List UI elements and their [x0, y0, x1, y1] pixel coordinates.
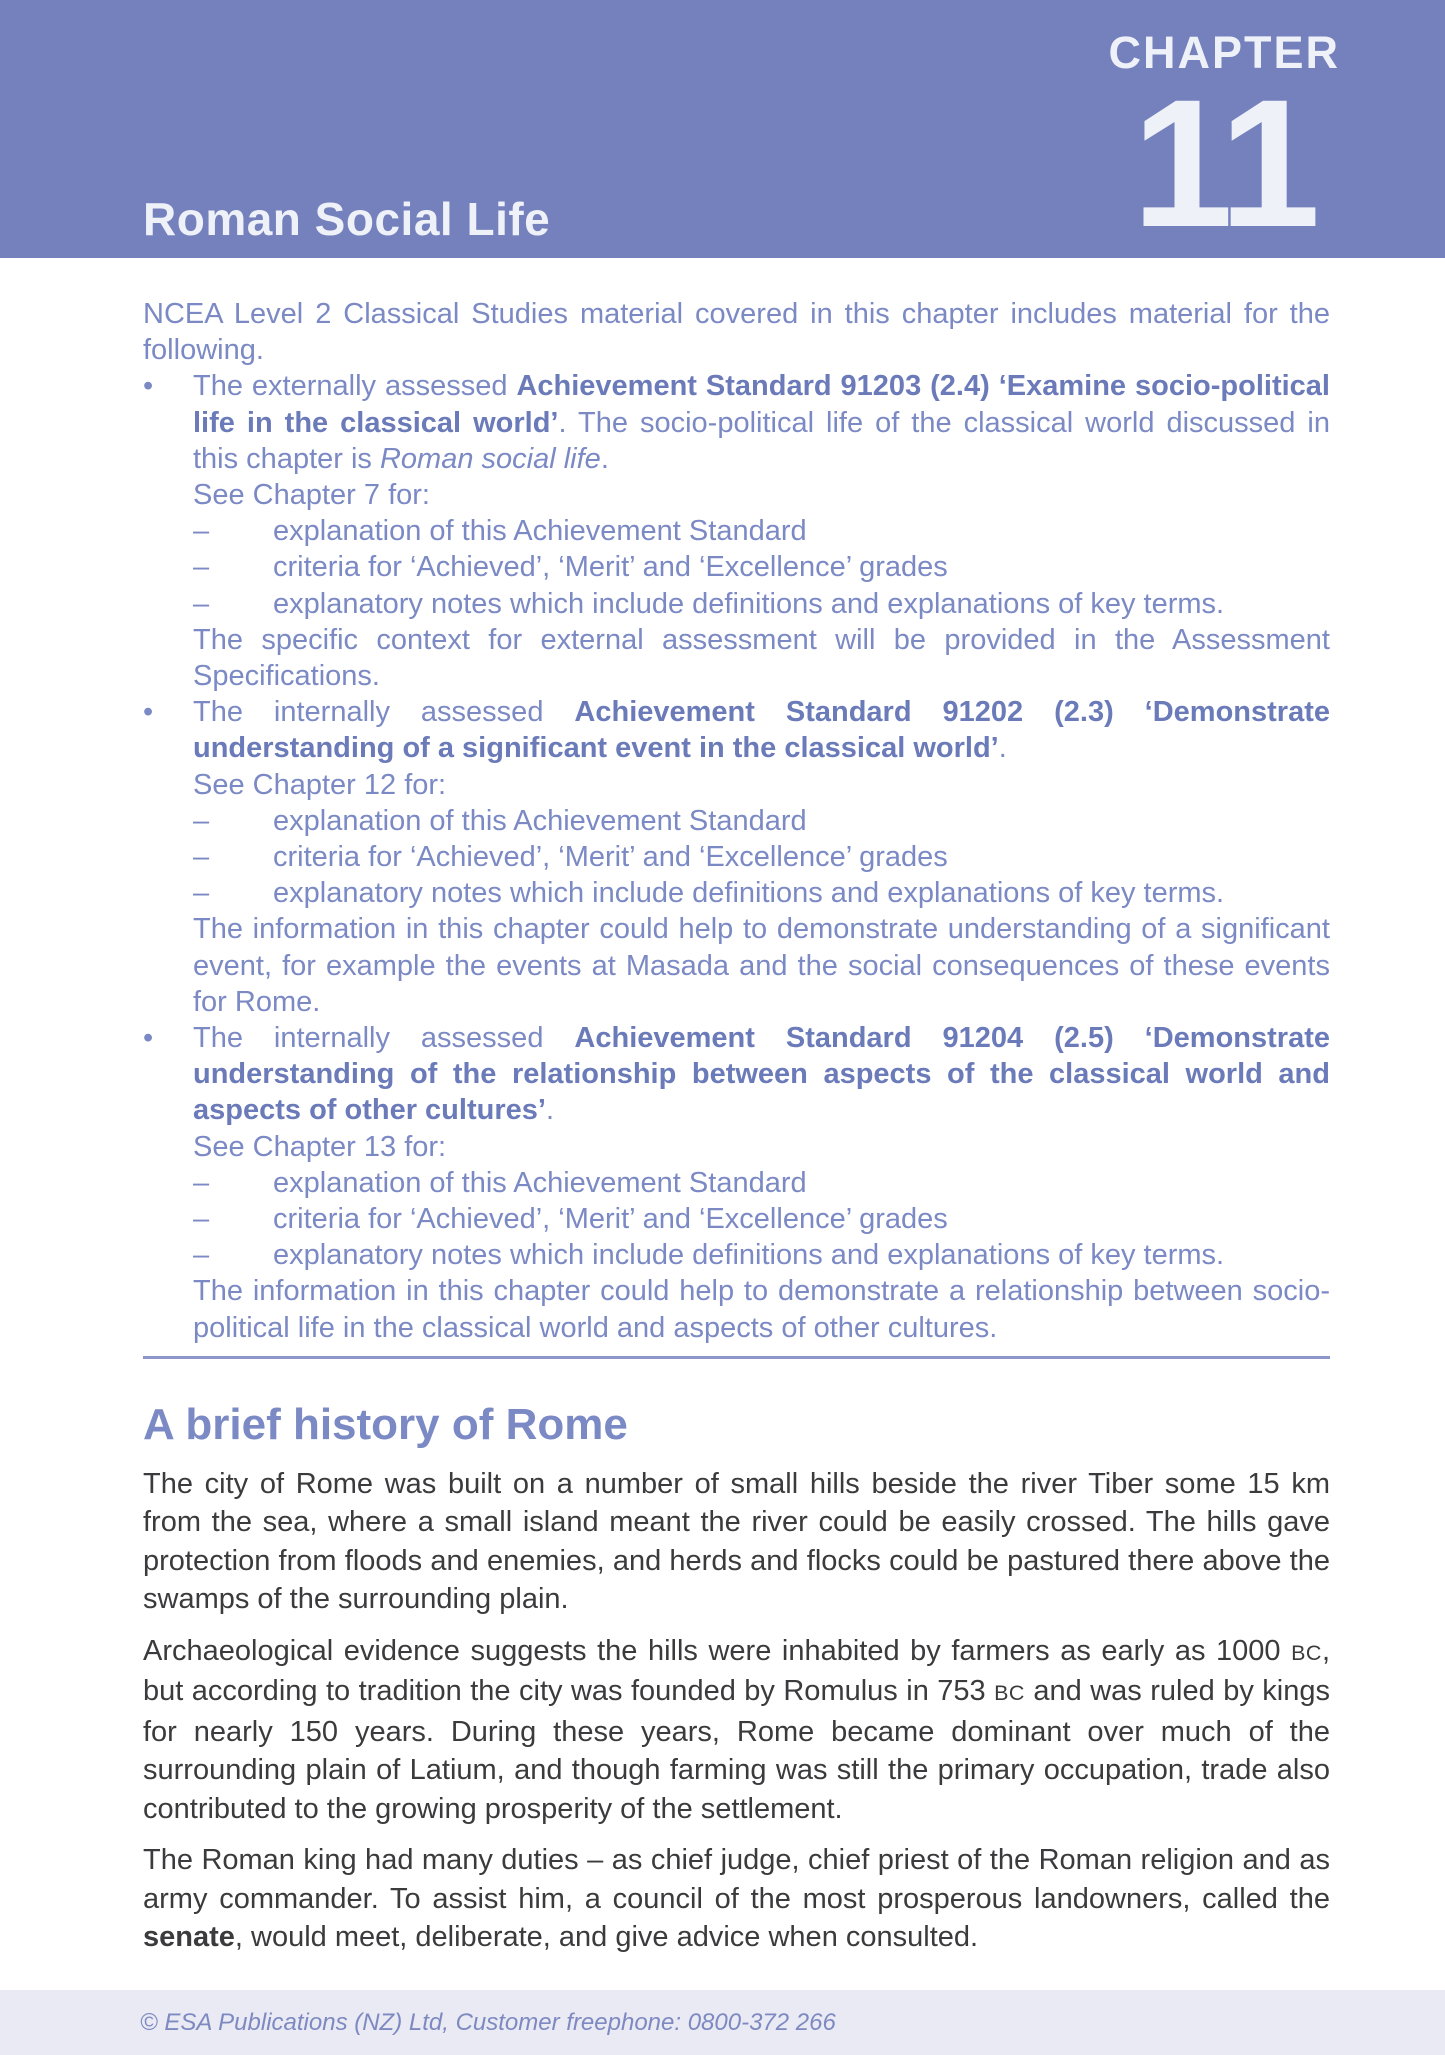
text-run: . The socio-political life of the classical world discussed in this chapter is	[193, 406, 1330, 475]
bullet-body	[193, 694, 1330, 1020]
chapter-number: 11	[1132, 61, 1317, 265]
bullet-text	[193, 694, 1330, 766]
intro-bullet-item	[143, 694, 1330, 1020]
page-title: Roman Social Life	[143, 193, 551, 245]
bullet-body	[193, 1020, 1330, 1346]
intro-lead: NCEA Level 2 Classical Studies material covered in this chapter includes material for the following.	[143, 298, 1330, 367]
dash-sub-item	[193, 1201, 1330, 1237]
dash-marker: –	[193, 804, 210, 837]
body-paragraph	[143, 1632, 1330, 1829]
section-heading: A brief history of Rome	[143, 1399, 628, 1449]
text-run: Archaeological evidence suggests the hills were inhabited by farmers as early as 1000	[143, 1634, 1292, 1667]
text-run: The Roman king had many duties – as chief judge, chief priest of the Roman religion and as army commander. To assist him, a council of the most prosperous landowners, called the	[143, 1844, 1330, 1915]
sub-item-text: explanatory notes which include definitions and explanations of key terms.	[273, 587, 1225, 620]
dash-sub-item	[193, 513, 1330, 549]
dash-sub-item	[193, 586, 1330, 622]
dash-marker: –	[193, 1203, 210, 1236]
intro-bullet-item	[143, 368, 1330, 694]
see-chapter-line: See Chapter 12 for:	[193, 768, 447, 801]
see-chapter-line: See Chapter 13 for:	[193, 1130, 447, 1163]
text-run: , but according to tradition the city was founded by Romulus in 753	[143, 1634, 1330, 1708]
text-run: The city of Rome was built on a number of small hills beside the river Tiber some 15 km from the sea, where a small island meant the river could be easily crossed. The hills gave protection from floods and enemies, and herds and flocks could be pastured there above the swamps of the surrounding plain.	[143, 1467, 1330, 1616]
dash-sub-item	[193, 839, 1330, 875]
dash-marker: –	[193, 551, 210, 584]
text-run: .	[545, 1094, 554, 1127]
dash-sub-item	[193, 803, 1330, 839]
bullet-marker: •	[143, 696, 154, 729]
sub-item-text: explanation of this Achievement Standard	[273, 1166, 807, 1199]
bullet-marker: •	[143, 1022, 154, 1055]
text-run: Achievement Standard 91203 (2.4) ‘Examine socio-political life in the classical world’	[193, 370, 1330, 439]
sub-item-text: explanation of this Achievement Standard	[273, 515, 807, 548]
text-run: senate	[143, 1921, 235, 1954]
bullet-after-text: The specific context for external assessment will be provided in the Assessment Specifications.	[193, 623, 1330, 693]
sub-item-text: explanatory notes which include definitions and explanations of key terms.	[273, 1239, 1225, 1272]
text-run: The internally assessed	[193, 1022, 575, 1055]
footer-copyright: © ESA Publications (NZ) Ltd, Customer freephone: 0800-372 266	[140, 2008, 836, 2036]
bullet-after-text: The information in this chapter could help to demonstrate a relationship between socio-political life in the classical world and aspects of other cultures.	[193, 1275, 1330, 1344]
intro-bullet-list	[143, 368, 1330, 1345]
text-run: , would meet, deliberate, and give advice when consulted.	[234, 1921, 979, 1954]
see-chapter-line: See Chapter 7 for:	[193, 479, 430, 512]
bullet-text	[193, 1020, 1330, 1129]
text-run: Achievement Standard 91204 (2.5) ‘Demonstrate understanding of the relationship between aspects of the classical world and aspects of other cultures’	[193, 1022, 1331, 1127]
bullet-after-text: The information in this chapter could help to demonstrate understanding of a significant event, for example the events at Masada and the social consequences of these events for Rome.	[193, 913, 1330, 1018]
section-paragraphs	[143, 1465, 1330, 1957]
chapter-header-band	[0, 0, 1445, 265]
chapter-block	[1108, 27, 1340, 265]
ncea-intro-block	[143, 296, 1330, 1346]
text-run: .	[600, 442, 609, 475]
page-footer	[0, 1990, 1445, 2055]
sub-item-text: explanation of this Achievement Standard	[273, 804, 807, 837]
dash-marker: –	[193, 1166, 210, 1199]
sub-item-text: criteria for ‘Achieved’, ‘Merit’ and ‘Excellence’ grades	[273, 551, 948, 584]
text-run: The externally assessed	[193, 370, 517, 403]
page-content	[0, 296, 1445, 1957]
body-paragraph	[143, 1465, 1330, 1619]
sub-item-text: criteria for ‘Achieved’, ‘Merit’ and ‘Excellence’ grades	[273, 1203, 948, 1236]
text-run: Roman social life	[379, 442, 601, 475]
dash-marker: –	[193, 515, 210, 548]
text-run: Achievement Standard 91202 (2.3) ‘Demonstrate understanding of a significant event in the classical world’	[193, 696, 1331, 765]
dash-sub-item	[193, 875, 1330, 911]
text-run: The internally assessed	[193, 696, 575, 729]
section-divider	[143, 1356, 1330, 1359]
body-paragraph	[143, 1841, 1330, 1957]
dash-sub-item	[193, 1237, 1330, 1273]
text-run: and was ruled by kings for nearly 150 years. During these years, Rome became dominant over much of the surrounding plain of Latium, and though farming was still the primary occupation, trade also contributed to the growing prosperity of the settlement.	[143, 1675, 1330, 1825]
dash-marker: –	[193, 877, 210, 910]
text-run: BC	[1291, 1640, 1322, 1665]
bullet-text	[193, 368, 1330, 477]
chapter-label: CHAPTER	[1108, 27, 1340, 78]
dash-sub-item	[193, 1165, 1330, 1201]
intro-bullet-item	[143, 1020, 1330, 1346]
text-run: BC	[994, 1681, 1025, 1706]
bullet-marker: •	[143, 370, 154, 403]
dash-marker: –	[193, 587, 210, 620]
dash-marker: –	[193, 841, 210, 874]
sub-item-text: explanatory notes which include definitions and explanations of key terms.	[273, 877, 1225, 910]
sub-item-text: criteria for ‘Achieved’, ‘Merit’ and ‘Excellence’ grades	[273, 841, 948, 874]
text-run: .	[998, 732, 1007, 765]
dash-marker: –	[193, 1239, 210, 1272]
dash-sub-item	[193, 549, 1330, 585]
bullet-body	[193, 368, 1330, 694]
